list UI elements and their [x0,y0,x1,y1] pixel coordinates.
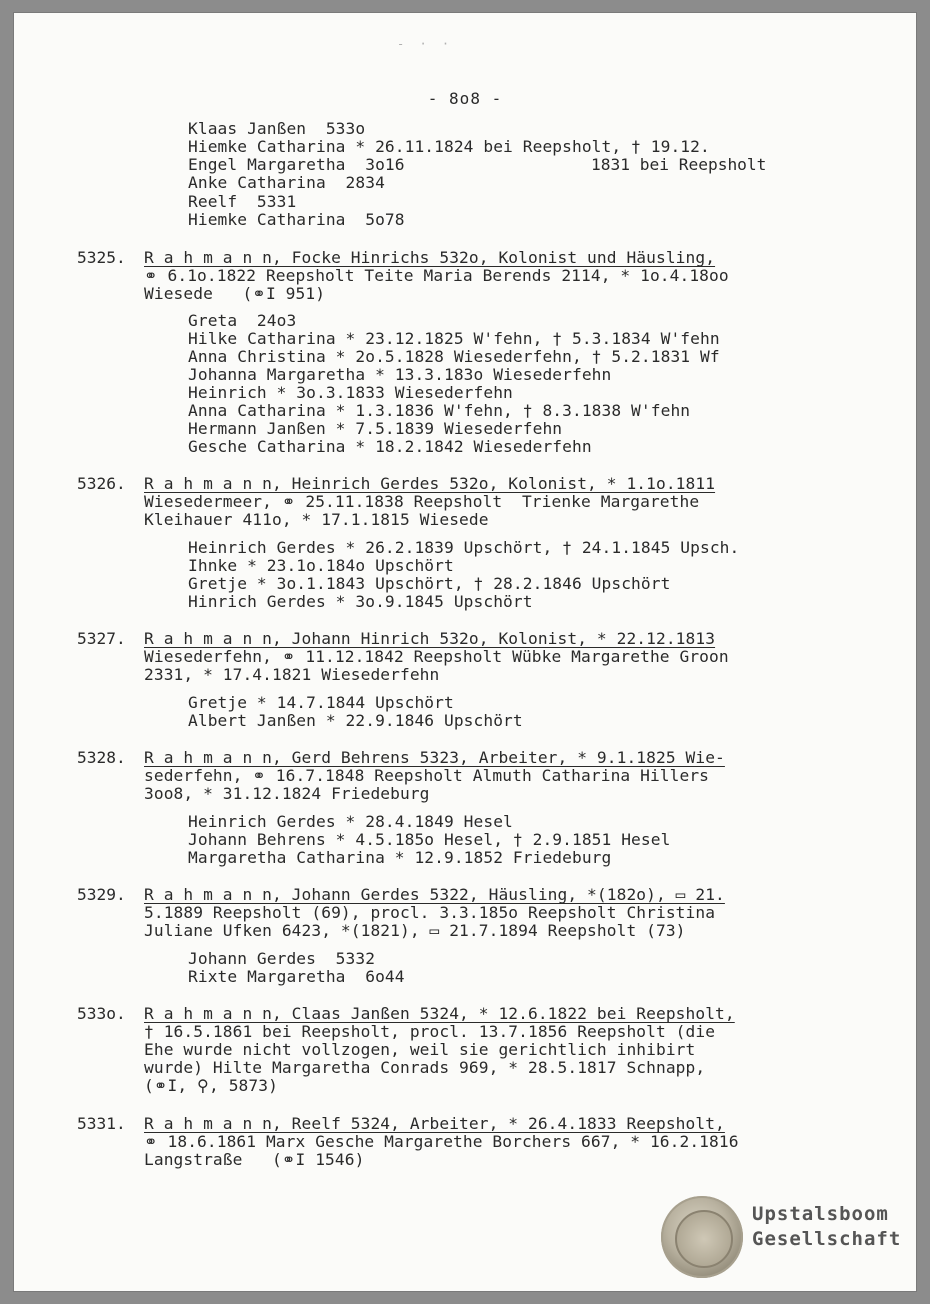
child-line: Heinrich Gerdes * 26.2.1839 Upschört, † 24.1.1845 Upsch. [188,538,740,557]
child-line: Gretje * 14.7.1844 Upschört [188,693,454,712]
intro-right-text: 1831 bei Reepsholt [591,155,767,174]
society-seal-icon [661,1196,743,1278]
entry-line: Juliane Ufken 6423, *(1821), ▭ 21.7.1894 Reepsholt (73) [144,921,686,940]
child-line: Hermann Janßen * 7.5.1839 Wiesederfehn [188,419,563,438]
intro-child: Klaas Janßen 533o [188,119,366,138]
page-number: - 8o8 - [427,89,503,108]
child-line: Gretje * 3o.1.1843 Upschört, † 28.2.1846 Upschört [188,574,671,593]
child-line: Gesche Catharina * 18.2.1842 Wiesederfehn [188,437,592,456]
child-line: Albert Janßen * 22.9.1846 Upschört [188,711,523,730]
scan-artifact: - · · [397,37,454,51]
entry-number: 533o. [77,1004,126,1023]
entry-number: 5325. [77,248,126,267]
entry-line: † 16.5.1861 bei Reepsholt, procl. 13.7.1856 Reepsholt (die [144,1022,716,1041]
entry-line: R a h m a n n, Claas Janßen 5324, * 12.6.1822 bei Reepsholt, [144,1004,735,1023]
child-line: Heinrich Gerdes * 28.4.1849 Hesel [188,812,513,831]
entry-line: R a h m a n n, Johann Hinrich 532o, Kolonist, * 22.12.1813 [144,629,716,648]
child-line: Anna Christina * 2o.5.1828 Wiesederfehn, † 5.2.1831 Wf [188,347,720,366]
intro-child: Engel Margaretha 3o16 [188,155,405,174]
entry-line: Langstraße (⚭I 1546) [144,1150,365,1169]
intro-child: Hiemke Catharina 5o78 [188,210,405,229]
entry-line: Wiesederfehn, ⚭ 11.12.1842 Reepsholt Wübke Margarethe Groon [144,647,729,666]
entry-line: (⚭I, ⚲, 5873) [144,1076,278,1095]
entry-line: Wiesedermeer, ⚭ 25.11.1838 Reepsholt Trienke Margarethe [144,492,700,511]
child-line: Hinrich Gerdes * 3o.9.1845 Upschört [188,592,533,611]
child-line: Johann Gerdes 5332 [188,949,376,968]
child-line: Heinrich * 3o.3.1833 Wiesederfehn [188,383,513,402]
entry-number: 5326. [77,474,126,493]
child-line: Hilke Catharina * 23.12.1825 W'fehn, † 5.3.1834 W'fehn [188,329,720,348]
child-line: Johann Behrens * 4.5.185o Hesel, † 2.9.1851 Hesel [188,830,671,849]
logo-line1: Upstalsboom [752,1203,889,1225]
entry-line: R a h m a n n, Focke Hinrichs 532o, Kolonist und Häusling, [144,248,716,267]
entry-line: R a h m a n n, Gerd Behrens 5323, Arbeiter, * 9.1.1825 Wie- [144,748,725,767]
document-page [14,13,916,1291]
entry-number: 5328. [77,748,126,767]
child-line: Anna Catharina * 1.3.1836 W'fehn, † 8.3.1838 W'fehn [188,401,691,420]
child-line: Ihnke * 23.1o.184o Upschört [188,556,454,575]
entry-line: 3oo8, * 31.12.1824 Friedeburg [144,784,430,803]
child-line: Johanna Margaretha * 13.3.183o Wiesederfehn [188,365,612,384]
entry-line: ⚭ 18.6.1861 Marx Gesche Margarethe Borchers 667, * 16.2.1816 [144,1132,739,1151]
entry-line: 2331, * 17.4.1821 Wiesederfehn [144,665,440,684]
entry-line: Wiesede (⚭I 951) [144,284,326,303]
child-line: Margaretha Catharina * 12.9.1852 Friedeburg [188,848,612,867]
child-line: Rixte Margaretha 6o44 [188,967,405,986]
entry-line: R a h m a n n, Heinrich Gerdes 532o, Kolonist, * 1.1o.1811 [144,474,716,493]
entry-line: Ehe wurde nicht vollzogen, weil sie gerichtlich inhibirt [144,1040,696,1059]
child-line: Greta 24o3 [188,311,297,330]
entry-line: R a h m a n n, Johann Gerdes 5322, Häusling, *(182o), ▭ 21. [144,885,725,904]
entry-number: 5327. [77,629,126,648]
entry-line: Kleihauer 411o, * 17.1.1815 Wiesede [144,510,489,529]
entry-line: sederfehn, ⚭ 16.7.1848 Reepsholt Almuth Catharina Hillers [144,766,710,785]
entry-line: wurde) Hilte Margaretha Conrads 969, * 28.5.1817 Schnapp, [144,1058,706,1077]
entry-number: 5331. [77,1114,126,1133]
entry-number: 5329. [77,885,126,904]
entry-line: 5.1889 Reepsholt (69), procl. 3.3.185o Reepsholt Christina [144,903,716,922]
intro-child: Hiemke Catharina * 26.11.1824 bei Reepsholt, † 19.12. [188,137,710,156]
entry-line: ⚭ 6.1o.1822 Reepsholt Teite Maria Berends 2114, * 1o.4.18oo [144,266,729,285]
entry-line: R a h m a n n, Reelf 5324, Arbeiter, * 26.4.1833 Reepsholt, [144,1114,725,1133]
logo-line2: Gesellschaft [752,1228,902,1250]
intro-child: Reelf 5331 [188,192,297,211]
intro-child: Anke Catharina 2834 [188,173,385,192]
